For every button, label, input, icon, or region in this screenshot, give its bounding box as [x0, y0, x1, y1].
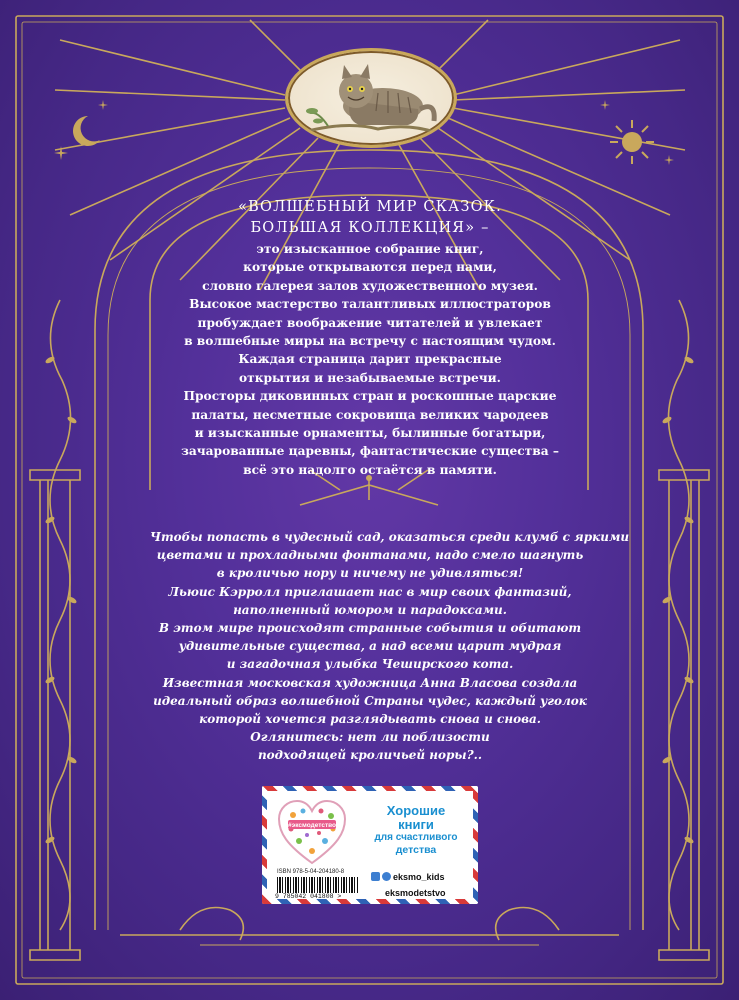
annotation-line: цветами и прохладными фонтанами, надо смело шагнуть [156, 548, 584, 563]
telegram-icon [382, 872, 391, 881]
annotation-line: и загадочная улыбка Чеширского кота. [226, 657, 514, 672]
annotation-line: Льюис Кэрролл приглашает нас в мир своих фантазий, [168, 584, 572, 599]
collection-description [170, 240, 570, 479]
cheshire-cat-illustration [288, 51, 454, 145]
description-line: зачарованные царевны, фантастические существа – [181, 444, 559, 459]
annotation-line: Известная московская художница Анна Власова создала [162, 675, 578, 690]
star-icon [54, 146, 68, 160]
annotation-line: в кроличью нору и ничему не удивляться! [216, 566, 524, 581]
description-line: пробуждает воображение читателей и увлекает [197, 315, 543, 330]
publisher-slogan [363, 803, 469, 856]
social-handle-kids [371, 872, 445, 882]
star-icon [664, 155, 674, 165]
description-line: словно галерея залов художественного музея. [202, 278, 538, 293]
barcode-number: 9 785042 041808 > [275, 893, 342, 900]
collection-title-line1: «ВОЛШЕБНЫЙ МИР СКАЗОК. [238, 199, 502, 215]
annotation-line: В этом мире происходят странные события и обитают [158, 621, 582, 636]
description-line: палаты, несметные сокровища великих чародеев [191, 407, 549, 422]
description-line: Просторы диковинных стран и роскошные царские [183, 389, 557, 404]
isbn: ISBN 978-5-04-204180-8 [277, 869, 345, 875]
description-line: которые открываются перед нами, [243, 260, 497, 275]
slogan-line: детства [395, 844, 437, 856]
social-handle-detstvo: eksmodetstvo [385, 888, 446, 898]
sun-icon [608, 118, 656, 166]
publisher-label [262, 786, 478, 904]
annotation-line: которой хочется разглядывать снова и снова. [199, 712, 541, 727]
description-line: Высокое мастерство талантливых иллюстраторов [189, 297, 551, 312]
label-content [267, 791, 473, 899]
annotation-line: наполненный юмором и парадоксами. [233, 602, 507, 617]
description-line: всё это надолго остаётся в памяти. [243, 462, 497, 477]
description-line: Каждая страница дарит прекрасные [238, 352, 502, 367]
description-line: и изысканные орнаменты, былинные богатыри, [194, 426, 546, 441]
star-icon [98, 100, 108, 110]
description-line: в волшебные миры на встречу с настоящим чудом. [184, 334, 556, 349]
slogan-line: для счастливого [374, 832, 458, 843]
heart-logo-icon [277, 799, 347, 869]
annotation-line: удивительные существа, а над всеми царит мудрая [178, 639, 562, 654]
barcode [277, 877, 359, 893]
description-line: это изысканное собрание книг, [256, 242, 484, 256]
star-icon [600, 100, 610, 110]
book-annotation [150, 528, 630, 765]
social-handle-text: eksmo_kids [393, 872, 445, 882]
annotation-line: подходящей кроличьей норы?.. [257, 748, 483, 763]
vk-icon [371, 872, 380, 881]
annotation-line: Оглянитесь: нет ли поблизости [250, 730, 490, 745]
annotation-line: Чтобы попасть в чудесный сад, оказаться среди клумб с яркими [150, 530, 630, 544]
annotation-line: идеальный образ волшебной Страны чудес, каждый уголок [153, 693, 587, 708]
brand-hashtag: #эксмодетство [287, 822, 337, 829]
slogan-line: книги [398, 817, 434, 832]
slogan-line: Хорошие [386, 803, 446, 818]
collection-title-line2: БОЛЬШАЯ КОЛЛЕКЦИЯ» – [250, 220, 490, 236]
cheshire-cat-medallion [285, 48, 457, 148]
description-line: открытия и незабываемые встречи. [239, 370, 501, 385]
crescent-moon-icon [66, 112, 106, 152]
